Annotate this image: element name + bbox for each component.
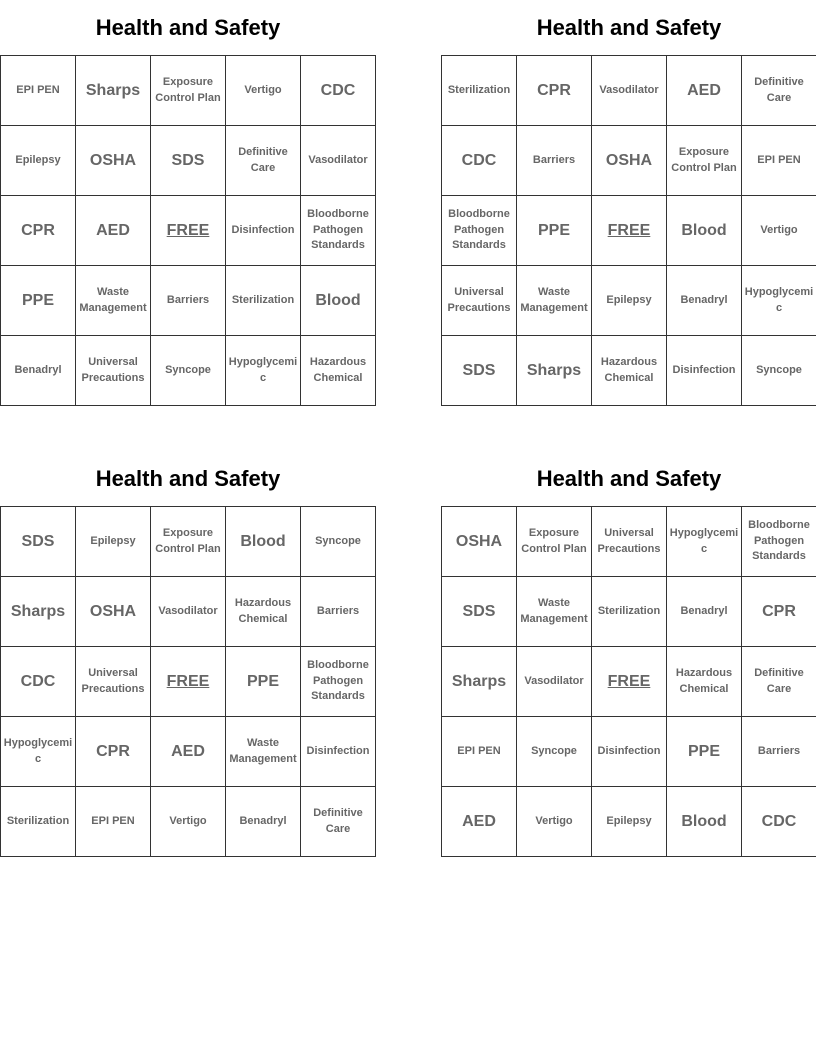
bingo-cell: Benadryl xyxy=(667,577,742,647)
bingo-cell: CDC xyxy=(301,56,376,126)
card-title: Health and Safety xyxy=(95,15,281,40)
bingo-cell: Waste Management xyxy=(76,266,151,336)
bingo-cell: Epilepsy xyxy=(592,787,667,857)
bingo-cell: OSHA xyxy=(442,507,517,577)
bingo-cell: Sterilization xyxy=(442,56,517,126)
bingo-cell: Epilepsy xyxy=(592,266,667,336)
bingo-cell: Universal Precautions xyxy=(76,336,151,406)
bingo-cell: Benadryl xyxy=(667,266,742,336)
bingo-cell: Sharps xyxy=(76,56,151,126)
bingo-cell: Benadryl xyxy=(226,787,301,857)
bingo-cell: Universal Precautions xyxy=(592,507,667,577)
bingo-cell: Waste Management xyxy=(517,266,592,336)
bingo-card-4 xyxy=(441,451,816,857)
bingo-cell: Vertigo xyxy=(151,787,226,857)
bingo-cell: Blood xyxy=(301,266,376,336)
bingo-grid xyxy=(0,506,376,857)
bingo-cell: EPI PEN xyxy=(1,56,76,126)
bingo-cell: Vasodilator xyxy=(592,56,667,126)
bingo-cell: Hazardous Chemical xyxy=(301,336,376,406)
bingo-cell: Vertigo xyxy=(226,56,301,126)
bingo-cell: AED xyxy=(151,717,226,787)
bingo-cell: Sharps xyxy=(442,647,517,717)
bingo-grid xyxy=(0,55,376,406)
bingo-cell: Disinfection xyxy=(301,717,376,787)
free-space: FREE xyxy=(151,647,226,717)
bingo-cell: Bloodborne Pathogen Standards xyxy=(742,507,816,577)
bingo-cell: Hypoglycemic xyxy=(742,266,816,336)
card-title: Health and Safety xyxy=(536,466,722,491)
bingo-cell: EPI PEN xyxy=(442,717,517,787)
bingo-cell: Syncope xyxy=(742,336,816,406)
bingo-cell: Barriers xyxy=(151,266,226,336)
bingo-cell: SDS xyxy=(442,336,517,406)
bingo-cell: Hazardous Chemical xyxy=(226,577,301,647)
bingo-cell: Sterilization xyxy=(592,577,667,647)
bingo-cell: Definitive Care xyxy=(301,787,376,857)
bingo-cell: Waste Management xyxy=(226,717,301,787)
bingo-cell: Hypoglycemic xyxy=(667,507,742,577)
bingo-cell: SDS xyxy=(151,126,226,196)
bingo-cell: AED xyxy=(667,56,742,126)
bingo-cell: CDC xyxy=(1,647,76,717)
bingo-cell: Hypoglycemic xyxy=(226,336,301,406)
bingo-cell: PPE xyxy=(667,717,742,787)
free-space: FREE xyxy=(592,196,667,266)
bingo-cell: Barriers xyxy=(517,126,592,196)
bingo-cell: Exposure Control Plan xyxy=(667,126,742,196)
bingo-cell: Vertigo xyxy=(517,787,592,857)
bingo-cell: Waste Management xyxy=(517,577,592,647)
bingo-cell: Blood xyxy=(226,507,301,577)
bingo-cell: Benadryl xyxy=(1,336,76,406)
bingo-cell: Definitive Care xyxy=(742,56,816,126)
bingo-cell: Bloodborne Pathogen Standards xyxy=(442,196,517,266)
bingo-cell: Bloodborne Pathogen Standards xyxy=(301,196,376,266)
card-title: Health and Safety xyxy=(536,15,722,40)
bingo-cell: EPI PEN xyxy=(742,126,816,196)
bingo-grid xyxy=(441,55,816,406)
bingo-cell: Epilepsy xyxy=(76,507,151,577)
bingo-cell: Syncope xyxy=(517,717,592,787)
bingo-cell: Definitive Care xyxy=(742,647,816,717)
bingo-cell: Blood xyxy=(667,787,742,857)
bingo-cell: Definitive Care xyxy=(226,126,301,196)
bingo-cell: AED xyxy=(442,787,517,857)
bingo-cell: Barriers xyxy=(301,577,376,647)
bingo-cell: Exposure Control Plan xyxy=(151,56,226,126)
bingo-cell: Disinfection xyxy=(226,196,301,266)
bingo-cell: Universal Precautions xyxy=(442,266,517,336)
bingo-cell: Sterilization xyxy=(1,787,76,857)
bingo-cell: OSHA xyxy=(592,126,667,196)
bingo-cell: Sterilization xyxy=(226,266,301,336)
bingo-cell: Vasodilator xyxy=(301,126,376,196)
bingo-cell: Vasodilator xyxy=(517,647,592,717)
bingo-cell: Syncope xyxy=(301,507,376,577)
card-title: Health and Safety xyxy=(95,466,281,491)
free-space: FREE xyxy=(592,647,667,717)
bingo-cell: PPE xyxy=(1,266,76,336)
bingo-cell: CPR xyxy=(742,577,816,647)
bingo-cell: Barriers xyxy=(742,717,816,787)
bingo-cell: Vertigo xyxy=(742,196,816,266)
bingo-cell: Sharps xyxy=(517,336,592,406)
bingo-cell: CDC xyxy=(442,126,517,196)
bingo-cell: Bloodborne Pathogen Standards xyxy=(301,647,376,717)
bingo-card-3 xyxy=(0,451,376,857)
bingo-cell: AED xyxy=(76,196,151,266)
bingo-cell: Hazardous Chemical xyxy=(667,647,742,717)
bingo-cell: CDC xyxy=(742,787,816,857)
bingo-cell: OSHA xyxy=(76,577,151,647)
bingo-cell: Exposure Control Plan xyxy=(517,507,592,577)
bingo-grid xyxy=(441,506,816,857)
bingo-card-1 xyxy=(0,0,376,406)
bingo-cell: Blood xyxy=(667,196,742,266)
bingo-cell: Universal Precautions xyxy=(76,647,151,717)
bingo-cell: PPE xyxy=(517,196,592,266)
bingo-cell: OSHA xyxy=(76,126,151,196)
bingo-cell: CPR xyxy=(1,196,76,266)
bingo-cell: Epilepsy xyxy=(1,126,76,196)
bingo-cell: Syncope xyxy=(151,336,226,406)
bingo-cell: Vasodilator xyxy=(151,577,226,647)
bingo-cell: Disinfection xyxy=(592,717,667,787)
bingo-cell: Hazardous Chemical xyxy=(592,336,667,406)
bingo-cell: PPE xyxy=(226,647,301,717)
bingo-cell: SDS xyxy=(1,507,76,577)
bingo-card-2 xyxy=(441,0,816,406)
bingo-cell: CPR xyxy=(76,717,151,787)
bingo-cell: CPR xyxy=(517,56,592,126)
bingo-cell: SDS xyxy=(442,577,517,647)
bingo-cell: Sharps xyxy=(1,577,76,647)
bingo-cell: Hypoglycemic xyxy=(1,717,76,787)
free-space: FREE xyxy=(151,196,226,266)
bingo-cell: Exposure Control Plan xyxy=(151,507,226,577)
bingo-cell: Disinfection xyxy=(667,336,742,406)
bingo-cell: EPI PEN xyxy=(76,787,151,857)
